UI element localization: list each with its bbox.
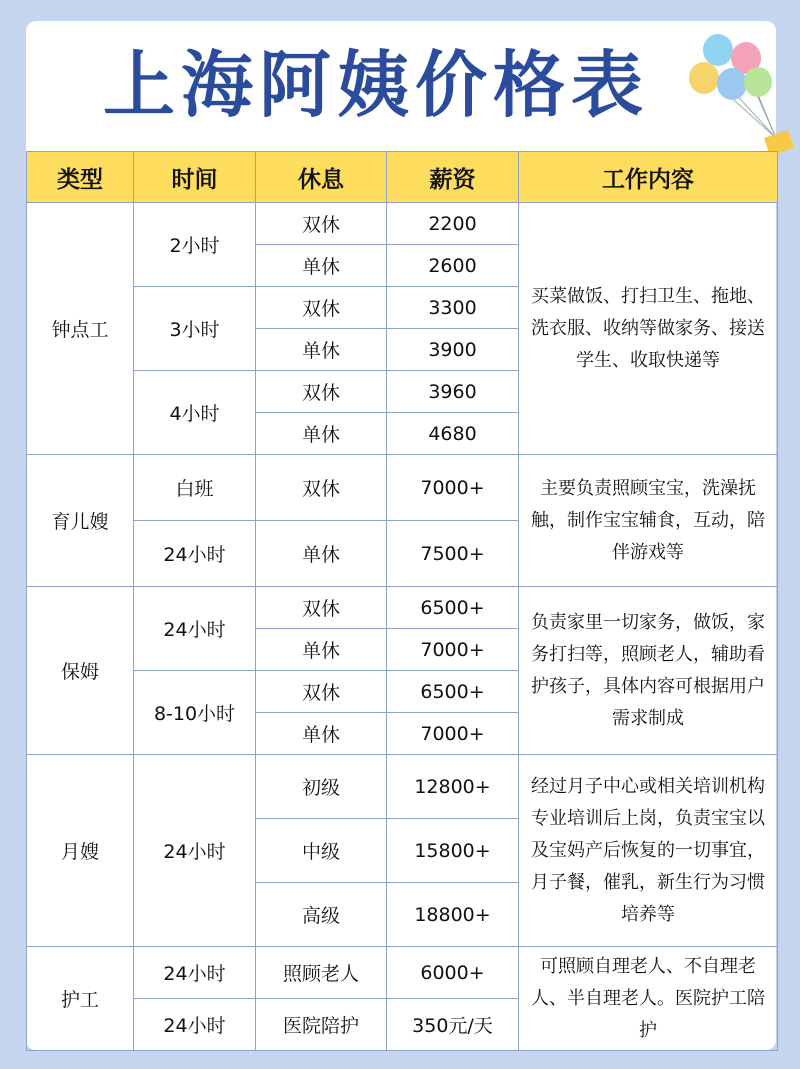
balloons-icon <box>684 30 800 160</box>
type-cell: 育儿嫂 <box>27 455 134 587</box>
salary-cell: 6500+ <box>387 587 519 629</box>
salary-cell: 3960 <box>387 371 519 413</box>
salary-cell: 7000+ <box>387 455 519 521</box>
salary-cell: 6500+ <box>387 671 519 713</box>
salary-cell: 3300 <box>387 287 519 329</box>
table-row <box>27 455 778 521</box>
type-cell: 钟点工 <box>27 203 134 455</box>
header-rest: 休息 <box>256 152 387 203</box>
time-cell: 24小时 <box>134 755 256 947</box>
salary-cell: 18800+ <box>387 883 519 947</box>
table-header-row <box>27 152 778 203</box>
rest-cell: 单休 <box>256 329 387 371</box>
rest-cell: 双休 <box>256 455 387 521</box>
rest-cell: 单休 <box>256 713 387 755</box>
table-row <box>27 203 778 245</box>
content-cell: 买菜做饭、打扫卫生、拖地、洗衣服、收纳等做家务、接送学生、收取快递等 <box>519 203 778 455</box>
header-time: 时间 <box>134 152 256 203</box>
rest-cell: 双休 <box>256 587 387 629</box>
rest-cell: 单休 <box>256 521 387 587</box>
table-row <box>27 755 778 819</box>
rest-cell: 医院陪护 <box>256 999 387 1051</box>
rest-cell: 双休 <box>256 287 387 329</box>
rest-cell: 中级 <box>256 819 387 883</box>
time-cell: 2小时 <box>134 203 256 287</box>
time-cell: 4小时 <box>134 371 256 455</box>
time-cell: 24小时 <box>134 587 256 671</box>
salary-cell: 6000+ <box>387 947 519 999</box>
salary-cell: 7000+ <box>387 629 519 671</box>
content-cell: 负责家里一切家务，做饭，家务打扫等，照顾老人，辅助看护孩子，具体内容可根据用户需求制成 <box>519 587 778 755</box>
rest-cell: 单休 <box>256 245 387 287</box>
type-cell: 保姆 <box>27 587 134 755</box>
salary-cell: 2200 <box>387 203 519 245</box>
header-salary: 薪资 <box>387 152 519 203</box>
time-cell: 8-10小时 <box>134 671 256 755</box>
salary-cell: 2600 <box>387 245 519 287</box>
rest-cell: 双休 <box>256 203 387 245</box>
time-cell: 24小时 <box>134 999 256 1051</box>
time-cell: 24小时 <box>134 947 256 999</box>
content-cell: 经过月子中心或相关培训机构专业培训后上岗，负责宝宝以及宝妈产后恢复的一切事宜，月子餐，催乳，新生行为习惯培养等 <box>519 755 778 947</box>
header-type: 类型 <box>27 152 134 203</box>
price-table <box>26 151 778 1051</box>
rest-cell: 单休 <box>256 413 387 455</box>
rest-cell: 双休 <box>256 371 387 413</box>
salary-cell: 15800+ <box>387 819 519 883</box>
page-title: 上海阿姨价格表 <box>102 43 649 127</box>
header-content: 工作内容 <box>519 152 778 203</box>
salary-cell: 350元/天 <box>387 999 519 1051</box>
time-cell: 24小时 <box>134 521 256 587</box>
rest-cell: 高级 <box>256 883 387 947</box>
rest-cell: 双休 <box>256 671 387 713</box>
table-row <box>27 587 778 629</box>
salary-cell: 4680 <box>387 413 519 455</box>
time-cell: 白班 <box>134 455 256 521</box>
salary-cell: 12800+ <box>387 755 519 819</box>
rest-cell: 照顾老人 <box>256 947 387 999</box>
rest-cell: 初级 <box>256 755 387 819</box>
salary-cell: 7500+ <box>387 521 519 587</box>
salary-cell: 3900 <box>387 329 519 371</box>
time-cell: 3小时 <box>134 287 256 371</box>
type-cell: 护工 <box>27 947 134 1051</box>
rest-cell: 单休 <box>256 629 387 671</box>
salary-cell: 7000+ <box>387 713 519 755</box>
table-row <box>27 947 778 999</box>
content-cell: 主要负责照顾宝宝，洗澡抚触，制作宝宝辅食，互动，陪伴游戏等 <box>519 455 778 587</box>
type-cell: 月嫂 <box>27 755 134 947</box>
content-cell: 可照顾自理老人、不自理老人、半自理老人。医院护工陪护 <box>519 947 778 1051</box>
